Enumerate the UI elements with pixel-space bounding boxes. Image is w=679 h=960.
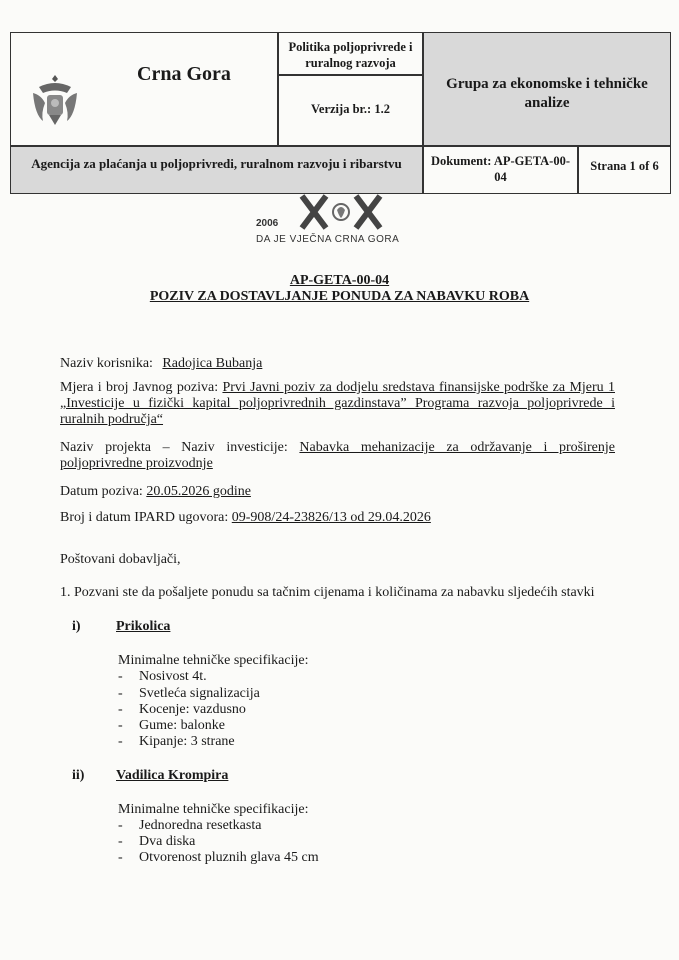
document-title: POZIV ZA DOSTAVLJANJE PONUDA ZA NABAVKU ROBA bbox=[149, 289, 530, 304]
project-label: Naziv projekta – Naziv investicije: bbox=[60, 440, 288, 455]
agency-label: Agencija za plaćanja u poljoprivredi, ruralnom razvoju i ribarstvu bbox=[31, 156, 402, 171]
measure-label: Mjera i broj Javnog poziva: bbox=[60, 380, 219, 395]
bullet-dash: - bbox=[118, 734, 123, 749]
version-cell bbox=[278, 75, 423, 146]
bullet-dash: - bbox=[118, 702, 123, 717]
country-name: Crna Gora bbox=[137, 63, 231, 85]
date-row bbox=[60, 484, 251, 500]
policy-label: Politika poljoprivrede i ruralnog razvoja bbox=[288, 40, 413, 70]
list-item: Kipanje: 3 strane bbox=[139, 734, 235, 749]
list-item: Gume: balonke bbox=[139, 718, 225, 733]
anniversary-logo bbox=[256, 192, 426, 250]
country-cell bbox=[10, 32, 278, 146]
instruction-paragraph: 1. Pozvani ste da pošaljete ponudu sa tačnim cijenama i količinama za nabavku sljedećih stavki bbox=[60, 585, 595, 600]
item-1-number: i) bbox=[72, 619, 81, 634]
beneficiary-value: Radojica Bubanja bbox=[162, 356, 263, 371]
measure-value: Prvi Javni poziv za dodjelu sredstava finansijske podrške za Mjeru 1 „Investicije u fizički kapital poljoprivrednih gazdinstava” Programa razvoja poljoprivrede i ruralnih područja“ bbox=[60, 380, 615, 427]
date-label: Datum poziva: bbox=[60, 484, 143, 499]
logo-tagline: DA JE VJEČNA CRNA GORA bbox=[256, 234, 400, 245]
document-id-cell bbox=[423, 146, 578, 194]
project-row bbox=[60, 440, 615, 472]
list-item: Svetleća signalizacija bbox=[139, 686, 260, 701]
item-1-name: Prikolica bbox=[116, 619, 171, 634]
item-2-name: Vadilica Krompira bbox=[116, 768, 229, 783]
bullet-dash: - bbox=[118, 818, 123, 833]
contract-label: Broj i datum IPARD ugovora: bbox=[60, 510, 229, 525]
document-code: AP-GETA-00-04 bbox=[289, 273, 390, 288]
beneficiary-label: Naziv korisnika: bbox=[60, 356, 153, 371]
date-value: 20.05.2026 godine bbox=[146, 484, 251, 499]
page-number-cell bbox=[578, 146, 671, 194]
project-value: Nabavka mehanizacije za održavanje i proširenje poljoprivredne proizvodnje bbox=[60, 440, 615, 471]
page-number-label: Strana 1 of 6 bbox=[590, 159, 659, 173]
list-item: Dva diska bbox=[139, 834, 196, 849]
contract-value: 09-908/24-23826/13 od 29.04.2026 bbox=[231, 510, 431, 525]
bullet-dash: - bbox=[118, 669, 123, 684]
montenegro-coat-of-arms-icon bbox=[29, 71, 81, 129]
item-1-spec-title: Minimalne tehničke specifikacije: bbox=[118, 653, 309, 668]
version-label: Verzija br.: 1.2 bbox=[311, 102, 390, 116]
group-label: Grupa za ekonomske i tehničke analize bbox=[446, 76, 648, 111]
bullet-dash: - bbox=[118, 686, 123, 701]
list-item: Jednoredna resetkasta bbox=[139, 818, 262, 833]
bullet-dash: - bbox=[118, 850, 123, 865]
group-cell bbox=[423, 32, 671, 146]
policy-cell bbox=[278, 32, 423, 75]
logo-year: 2006 bbox=[256, 218, 279, 229]
agency-cell bbox=[10, 146, 423, 194]
list-item: Kocenje: vazdusno bbox=[139, 702, 246, 717]
beneficiary-row bbox=[60, 356, 262, 372]
list-item: Nosivost 4t. bbox=[139, 669, 207, 684]
item-2-spec-title: Minimalne tehničke specifikacije: bbox=[118, 802, 309, 817]
item-2-number: ii) bbox=[72, 768, 85, 783]
document-id-label: Dokument: AP-GETA-00-04 bbox=[430, 154, 570, 184]
measure-row bbox=[60, 380, 615, 428]
greeting: Poštovani dobavljači, bbox=[60, 552, 181, 567]
bullet-dash: - bbox=[118, 834, 123, 849]
bullet-dash: - bbox=[118, 718, 123, 733]
list-item: Otvorenost pluznih glava 45 cm bbox=[139, 850, 319, 865]
document-header-table bbox=[10, 32, 671, 194]
xx-emblem-icon bbox=[296, 192, 396, 232]
contract-row bbox=[60, 510, 431, 526]
